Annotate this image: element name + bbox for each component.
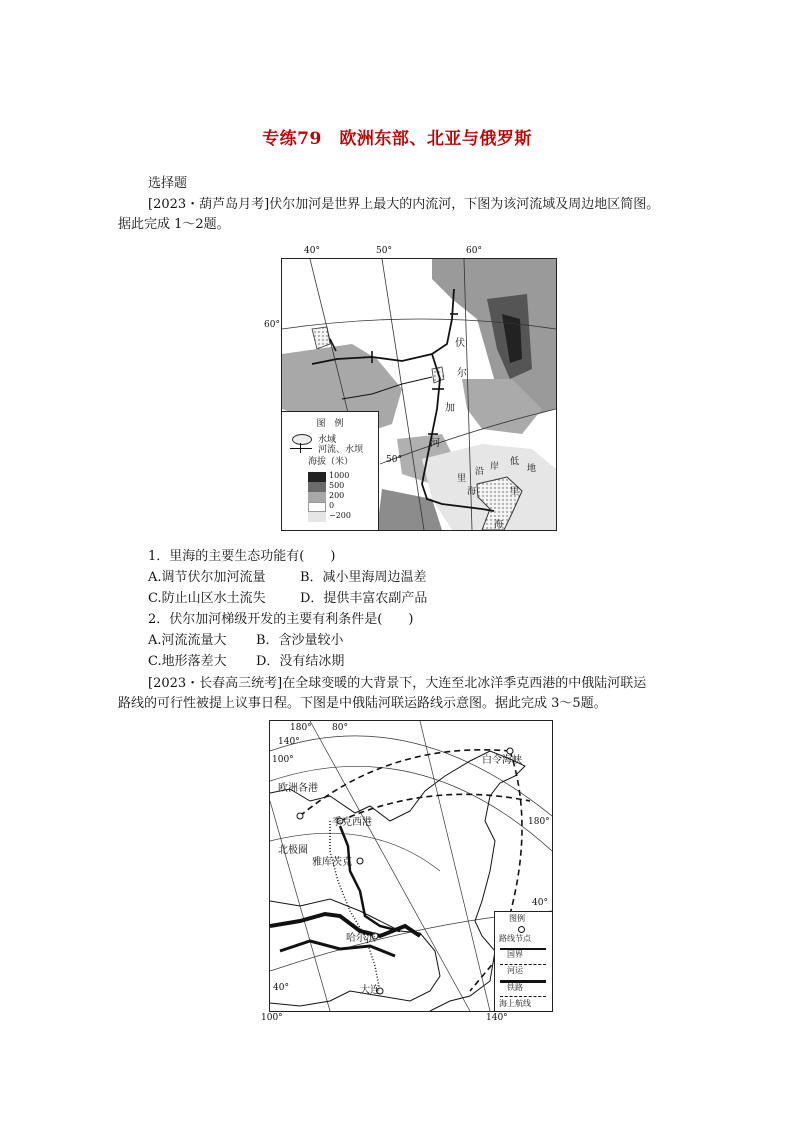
legend2-node: 路线节点 (499, 934, 531, 943)
elev-swatch-200 (308, 492, 326, 502)
q1-option-d: D．提供丰富农副产品 (300, 591, 428, 606)
route-map-legend (494, 911, 552, 1011)
canal-swatch (500, 964, 546, 965)
border-river (280, 941, 395, 956)
tiksi-port-label: 季克西港 (332, 817, 372, 828)
legend-title: 图 例 (316, 419, 344, 429)
volga-map (281, 258, 557, 531)
intro-1-line-1: [2023・葫芦岛月考]伏尔加河是世界上最大的内流河，下图为该河流域及周边地区简图。 (148, 197, 660, 212)
water-swatch (292, 434, 312, 445)
sea-char-1: 里 (510, 487, 520, 497)
lon-60-label: 60° (466, 246, 482, 256)
intro-1-line-2: 据此完成 1～2题。 (118, 217, 230, 232)
q1-option-a: A.调节伏尔加河流量 (148, 570, 266, 585)
yakutsk-label: 雅库茨克 (312, 857, 352, 868)
legend-elevation-title: 海拔（米） (308, 457, 354, 467)
lowland-char-2: 海 (467, 487, 477, 497)
elev-label-minus200: −200 (329, 511, 351, 520)
harbin-label: 哈尔滨 (346, 933, 376, 944)
lon-100-top: 100° (272, 755, 294, 765)
q1-stem: 1．里海的主要生态功能有( ) (148, 549, 336, 564)
lowland-char-4: 岸 (490, 462, 500, 472)
legend2-railway: 铁路 (507, 983, 523, 992)
q2-option-a: A.河流流量大 (148, 633, 227, 648)
volga-map-legend (282, 411, 379, 530)
elev-label-500: 500 (329, 481, 345, 490)
river-char-1: 伏 (455, 338, 465, 349)
elev-swatch-minus200 (308, 512, 326, 522)
legend2-canal: 河运 (507, 966, 523, 975)
river-route (340, 826, 400, 931)
sea-route-swatch (500, 996, 546, 997)
lat-50-label: 50° (386, 455, 402, 465)
elev-swatch-0 (308, 502, 326, 512)
lon-180-top: 180° (290, 723, 312, 733)
intro-2-line-2: 路线的可行性被提上议事日程。下图是中俄陆河联运路线示意图。据此完成 3～5题。 (118, 696, 607, 711)
legend2-border: 国界 (507, 950, 523, 959)
lon-80-label: 80° (332, 723, 348, 733)
lowland-char-5: 低 (510, 457, 520, 467)
lon-100-bottom: 100° (261, 1013, 283, 1023)
q1-option-b: B．减小里海周边温差 (300, 570, 427, 585)
lowland-char-3: 沿 (475, 467, 485, 477)
railway (330, 821, 380, 991)
elev-label-200: 200 (329, 491, 345, 500)
q2-option-b: B．含沙量较小 (256, 633, 344, 648)
legend2-sea-route: 海上航线 (499, 999, 531, 1008)
lon-180-right: 180° (528, 817, 550, 827)
section-heading: 选择题 (148, 176, 188, 191)
river-char-3: 加 (445, 403, 455, 414)
elev-label-0: 0 (329, 501, 335, 510)
q2-stem: 2．伏尔加河梯级开发的主要有利条件是( ) (148, 612, 414, 627)
intro-2-line-1: [2023・长春高三统考]在全球变暖的大背景下，大连至北冰洋季克西港的中俄陆河联运 (148, 676, 647, 691)
lat-40-right: 40° (532, 898, 548, 908)
elev-swatch-1000 (308, 472, 326, 482)
lon-50-label: 50° (376, 246, 392, 256)
dam-swatch (300, 443, 301, 453)
route-nodes (297, 748, 513, 994)
lon-140-top: 140° (278, 737, 300, 747)
lowland-char-6: 地 (527, 464, 537, 474)
europe-ports-label: 欧洲各港 (278, 783, 318, 794)
elev-label-1000: 1000 (329, 471, 350, 480)
river-swatch (290, 448, 312, 449)
lon-140-bottom: 140° (486, 1013, 508, 1023)
q1-option-c: C.防止山区水土流失 (148, 591, 266, 606)
q2-option-c: C.地形落差大 (148, 654, 227, 669)
bering-strait-label: 白令海峡 (482, 755, 522, 766)
q2-option-d: D．没有结冰期 (256, 654, 345, 669)
elev-labels (329, 471, 351, 521)
lon-40-label: 40° (304, 246, 320, 256)
page-title: 专练79 欧洲东部、北亚与俄罗斯 (262, 129, 532, 149)
river-char-2: 尔 (457, 368, 467, 379)
lat-60-label: 60° (264, 320, 280, 330)
country-outline (270, 899, 440, 1006)
lowland-char-1: 里 (457, 474, 467, 484)
elev-swatch-500 (308, 482, 326, 492)
lat-40-left: 40° (273, 983, 289, 993)
legend2-title: 图例 (509, 914, 525, 923)
sea-char-2: 海 (494, 520, 504, 530)
node-swatch (518, 926, 525, 933)
river-char-4: 河 (430, 438, 440, 449)
dalian-label: 大连 (360, 985, 380, 996)
arctic-circle-label: 北极圈 (278, 845, 308, 856)
route-map (269, 720, 553, 1012)
amur-river (270, 914, 420, 936)
legend-river-dam: 河流、水坝 (318, 445, 364, 455)
legend-water: 水域 (318, 435, 337, 445)
